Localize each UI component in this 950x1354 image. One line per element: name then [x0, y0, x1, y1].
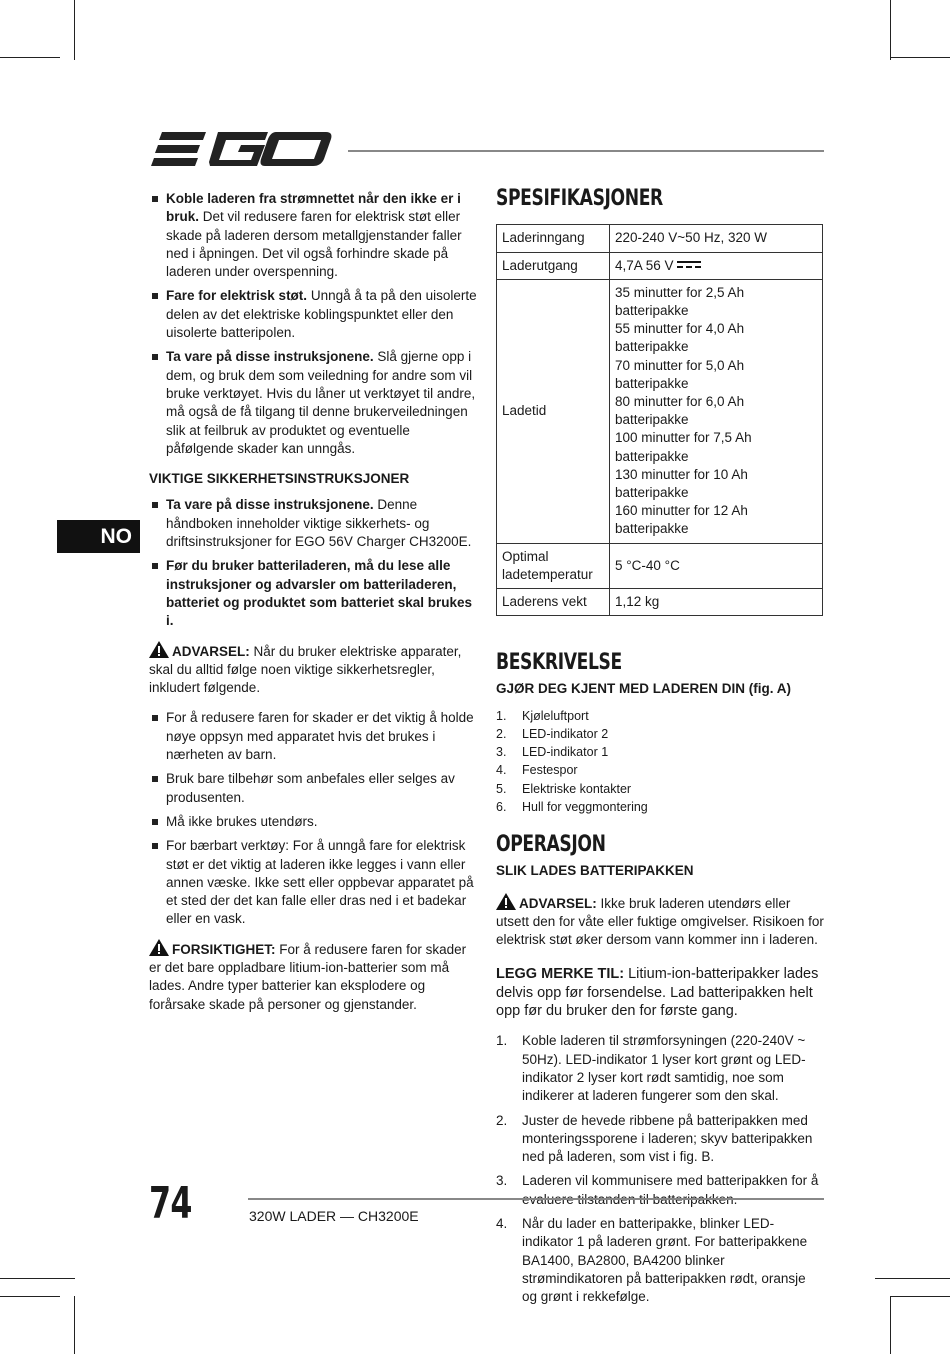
spec-value: 35 minutter for 2,5 Ah batteripakke 55 minutter for 4,0 Ah batteripakke 70 minutter for 5,0 Ah batteripakke 80 minutter for 6,0 Ah batteripakke 100 minutter for 7,5 Ah batteripakke 130 minutter for 10 Ah batteripakke 160 minutter for 12 Ah batteripakke [610, 279, 823, 543]
crop-mark [890, 0, 891, 60]
crop-mark [0, 57, 60, 58]
spec-key: Laderens vekt [497, 588, 610, 615]
right-column [496, 186, 824, 1307]
table-row [497, 279, 823, 543]
spec-value: 1,12 kg [610, 588, 823, 615]
bullet-list [149, 709, 477, 928]
operation-title: OPERASJON [496, 831, 606, 857]
crop-mark [74, 1296, 75, 1354]
spec-value: 5 °C-40 °C [610, 543, 823, 588]
list-item: 2. LED-indikator 2 [496, 726, 609, 741]
spec-table [496, 224, 823, 616]
list-item: 6. Hull for veggmontering [496, 799, 648, 814]
caution-paragraph: FORSIKTIGHET: For å redusere faren for skader er det bare oppladbare litium-ion-batterier som må lades. Andre typer batterier kan eksplodere og forårsake skade på personer og gjenstander. [149, 939, 477, 1014]
spec-key: Laderinngang [497, 225, 610, 252]
spec-value: 4,7A 56 V [610, 252, 823, 279]
bullet-list [149, 496, 477, 630]
bullet-list [149, 190, 477, 458]
safety-heading: VIKTIGE SIKKERHETSINSTRUKSJONER [149, 471, 410, 487]
footer-rule [248, 1198, 824, 1200]
table-row [497, 543, 823, 588]
list-item: Før du bruker batteriladeren, må du lese alle instruksjoner og advarsler om batteriladeren, batteriet og produktet som batteriet skal brukes i. [149, 557, 477, 630]
crop-mark [890, 57, 950, 58]
list-item: 4. Når du lader en batteripakke, blinker LED-indikator 1 på laderen grønt. For batteripakkene BA1400, BA2800, BA4200 blinker strømindikatoren på batteripakken rødt, oransje og grønt i rekkefølge. [496, 1216, 808, 1305]
list-item: 4. Festespor [496, 763, 578, 778]
warning-paragraph: ADVARSEL: Når du bruker elektriske apparater, skal du alltid følge noen viktige sikkerhetsregler, inkludert følgende. [149, 641, 477, 698]
crop-mark [890, 1296, 891, 1354]
list-item: Må ikke brukes utendørs. [149, 813, 477, 831]
list-item: Ta vare på disse instruksjonene. Denne håndboken inneholder viktige sikkerhets- og driftsinstruksjoner for EGO 56V Charger CH3200E. [149, 496, 477, 551]
list-item: 1. Koble laderen til strømforsyningen (220-240V ~ 50Hz). LED-indikator 1 lyser kort grønt og LED-indikator 2 lyser kort rødt samtidig, noe som indikerer at laderen fungerer som den skal. [496, 1033, 806, 1104]
list-item: Ta vare på disse instruksjonene. Slå gjerne opp i dem, og bruk dem som veiledning for andre som vil bruke verktøyet. Hvis du låner ut verktøyet til andre, må også de få tilgang til denne brukerveiledningen slik at feilbruk av produktet og eventuelle påfølgende skader kan unngås. [149, 348, 477, 458]
caution-icon [149, 939, 169, 956]
list-item: For å redusere faren for skader er det viktig å holde nøye oppsyn med apparatet hvis det brukes i nærheten av barn. [149, 709, 477, 764]
list-item: For bærbart verktøy: For å unngå fare for elektrisk støt er det viktig at laderen ikke legges i vann eller annen væske. Ikke sett eller oppbevar apparatet på et sted der det kan falle eller dras ned i et badekar eller en vask. [149, 837, 477, 928]
language-tab: NO [57, 520, 140, 553]
parts-list [496, 707, 824, 816]
left-column [149, 190, 477, 1026]
footer-title: 320W LADER — CH3200E [249, 1208, 419, 1224]
list-item: Koble laderen fra strømnettet når den ikke er i bruk. Det vil redusere faren for elektrisk støt eller skade på laderen dersom metallgjenstander faller ned i åpningen. Det vil også forhindre skade på laderen under overspenning. [149, 190, 477, 281]
table-row [497, 252, 823, 279]
warning-icon [149, 641, 169, 658]
table-row [497, 225, 823, 252]
warning-icon [496, 893, 516, 910]
warning-paragraph: ADVARSEL: Ikke bruk laderen utendørs eller utsett den for våte eller fuktige omgivelser. Risikoen for elektrisk støt øker dersom vann kommer inn i laderen. [496, 893, 824, 950]
list-item: Fare for elektrisk støt. Unngå å ta på den uisolerte delen av det elektriske koblingspunktet eller den uisolerte batteripolen. [149, 287, 477, 342]
note-paragraph: LEGG MERKE TIL: Litium-ion-batteripakker lades delvis opp før forsendelse. Lad batteripakken helt opp før du bruker den for første gang. [496, 966, 819, 1020]
steps-list [496, 1032, 824, 1306]
spec-key: Laderutgang [497, 252, 610, 279]
list-item: 1. Kjøleluftport [496, 708, 589, 723]
crop-mark [890, 1296, 950, 1297]
spec-title: SPESIFIKASJONER [496, 186, 663, 211]
list-item: 3. Laderen vil kommunisere med batteripakken for å [496, 1173, 819, 1189]
crop-mark [0, 1296, 60, 1297]
crop-mark [0, 1278, 75, 1279]
ego-logo [148, 128, 333, 174]
operation-subtitle: SLIK LADES BATTERIPAKKEN [496, 863, 694, 879]
spec-value: 220-240 V~50 Hz, 320 W [610, 225, 823, 252]
list-item: 2. Juster de hevede ribbene på batteripakken med monteringssporene i laderen; skyv batteripakken ned på laderen, som vist i fig. B. [496, 1112, 813, 1165]
list-item: Bruk bare tilbehør som anbefales eller selges av produsenten. [149, 770, 477, 807]
crop-mark [875, 1278, 950, 1279]
description-title: BESKRIVELSE [496, 650, 622, 676]
dc-symbol-icon [677, 260, 701, 270]
crop-mark [74, 0, 75, 60]
list-item: 5. Elektriske kontakter [496, 781, 632, 796]
page-number: 74 [149, 1178, 192, 1229]
spec-key: Optimal ladetemperatur [497, 543, 610, 588]
description-subtitle: GJØR DEG KJENT MED LADEREN DIN (fig. A) [496, 681, 792, 697]
spec-key: Ladetid [497, 279, 610, 543]
table-row [497, 588, 823, 615]
list-item: 3. LED-indikator 1 [496, 745, 609, 760]
header-rule [348, 150, 824, 152]
